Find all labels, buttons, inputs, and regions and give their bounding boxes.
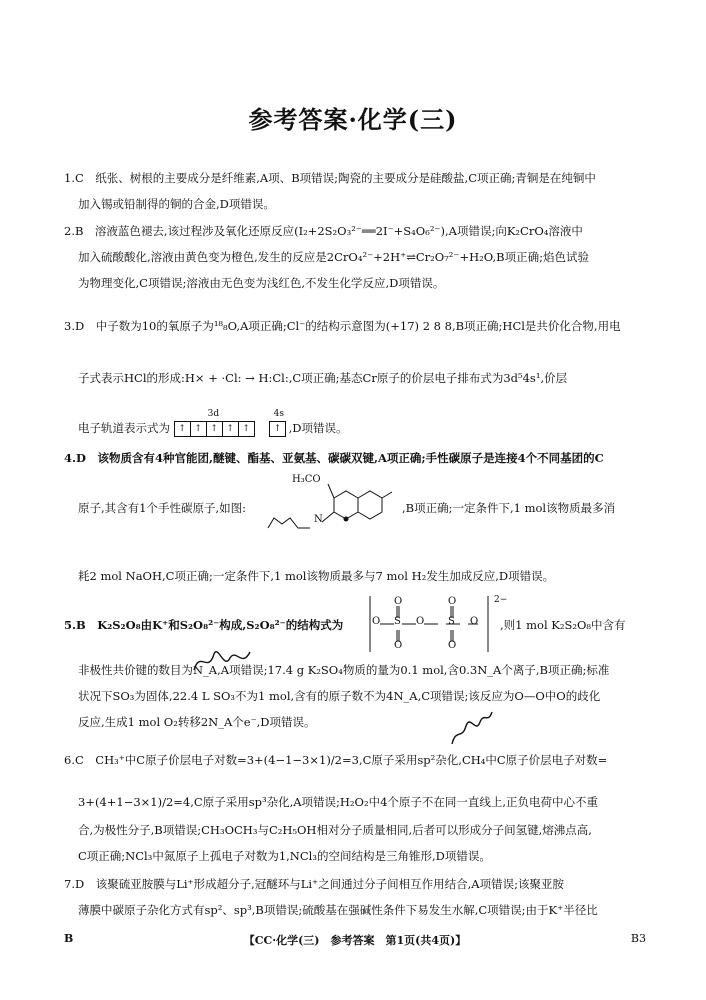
- atom-s: S: [448, 616, 455, 627]
- answer-3-line-1: 3.D 中子数为10的氧原子为¹⁸₈O,A项正确;Cl⁻的结构示意图为(+17) 2 8 8,B项正确;HCl是共价化合物,用电: [64, 319, 621, 333]
- persulfate-structure: [366, 594, 492, 654]
- answer-2-line-3: 为物理变化,C项错误;溶液由无色变为浅红色,不发生化学反应,D项错误。: [78, 276, 445, 290]
- answer-6-line-4: C项正确;NCl₃中氮原子上孤电子对数为1,NCl₃的空间结构是三角锥形,D项错误。: [78, 849, 491, 863]
- answer-4-line-2b: ,B项正确;一定条件下,1 mol该物质最多消: [402, 501, 616, 515]
- handwriting-scribble: [446, 706, 496, 750]
- orbital-box: ↑: [269, 421, 286, 437]
- answer-6-line-3: 合,为极性分子,B项错误;CH₃OCH₃与C₂H₅OH相对分子质量相同,后者可以形成分子间氢键,熔沸点高,: [78, 823, 592, 837]
- handwriting-scribble: [190, 640, 260, 680]
- answer-6-line-1: 6.C CH₃⁺中C原子价层电子对数=3+(4−1−3×1)/2=3,C原子采用sp²杂化,CH₄中C原子价层电子对数=: [64, 753, 608, 767]
- answer-5-line-1b: ,则1 mol K₂S₂O₈中含有: [500, 618, 626, 632]
- answer-5-line-2: 非极性共价键的数目为N_A,A项错误;17.4 g K₂SO₄物质的量为0.1 mol,含0.3N_A个离子,B项正确;标准: [78, 663, 610, 677]
- orbital-diagram: [174, 409, 285, 437]
- answer-4-line-1: 4.D 该物质含有4种官能团,醚键、酯基、亚氨基、碳碳双键,A项正确;手性碳原子是连接4个不同基团的C: [64, 451, 604, 465]
- orbital-box: ↑: [174, 421, 191, 437]
- orbital-box: ↑: [190, 421, 207, 437]
- atom-o: O: [394, 640, 403, 651]
- atom-o: O: [448, 596, 457, 607]
- orbital-box: ↑: [238, 421, 255, 437]
- atom-o: O: [470, 616, 479, 627]
- answer-1-line-2: 加入锡或铅制得的铜的合金,D项错误。: [78, 197, 275, 211]
- atom-o: O: [394, 596, 403, 607]
- nitrogen-label: N: [314, 514, 323, 525]
- answer-4-line-3: 耗2 mol NaOH,C项正确;一定条件下,1 mol该物质最多与7 mol H₂发生加成反应,D项错误。: [78, 569, 555, 583]
- answer-6-line-2: 3+(4+1−3×1)/2=4,C原子采用sp³杂化,A项错误;H₂O₂中4个原子不在同一直线上,正负电荷中心不重: [78, 795, 599, 809]
- orbital-box: ↑: [206, 421, 223, 437]
- persulfate-charge: 2−: [494, 595, 508, 605]
- answer-2-line-2: 加入硫酸酸化,溶液由黄色变为橙色,发生的反应是2CrO₄²⁻+2H⁺⇌Cr₂O₇²⁻+H₂O,B项正确;焰色试验: [78, 250, 589, 264]
- atom-o: O: [372, 616, 381, 627]
- answer-5-line-3: 状况下SO₃为固体,22.4 L SO₃不为1 mol,含有的原子数不为4N_A,C项错误;该反应为O—O中O的歧化: [78, 689, 601, 703]
- answer-2-line-1: 2.B 溶液蓝色褪去,该过程涉及氧化还原反应(I₂+2S₂O₃²⁻══2I⁻+S₄O₆²⁻),A项错误;向K₂CrO₄溶液中: [64, 224, 583, 238]
- atom-o: O: [416, 616, 425, 627]
- footer-left-code: B: [64, 932, 74, 945]
- orbital-box: ↑: [222, 421, 239, 437]
- answer-4-line-2a: 原子,其含有1个手性碳原子,如图:: [78, 501, 247, 515]
- answer-7-line-1: 7.D 该聚硫亚胺膜与Li⁺形成超分子,冠醚环与Li⁺之间通过分子间相互作用结合,A项错误;该聚亚胺: [64, 877, 564, 891]
- answer-5-line-1a: 5.B K₂S₂O₈由K⁺和S₂O₈²⁻构成,S₂O₈²⁻的结构式为: [64, 618, 344, 632]
- orbital-label-4s: 4s: [273, 409, 285, 419]
- answer-3-orbital-tail: ,D项错误。: [288, 421, 348, 435]
- answer-3-line-2: 子式表示HCl的形成:H× + ·Cl: → H:Cl:,C项正确;基态Cr原子的价层电子排布式为3d⁵4s¹,价层: [78, 371, 568, 385]
- answer-5-line-4: 反应,生成1 mol O₂转移2N_A个e⁻,D项错误。: [78, 715, 316, 729]
- orbital-label-3d: 3d: [207, 409, 220, 419]
- atom-o: O: [448, 640, 457, 651]
- atom-s: S: [394, 616, 401, 627]
- chiral-carbon-structure: [262, 472, 400, 548]
- footer-center: 【CC·化学(三) 参考答案 第1页(共4页)】: [243, 934, 467, 947]
- methoxy-label: H₃CO: [292, 474, 321, 485]
- answer-7-line-2: 薄膜中碳原子杂化方式有sp²、sp³,B项错误;硫酸基在强碱性条件下易发生水解,C项错误;由于K⁺半径比: [78, 903, 598, 917]
- page-title: 参考答案·化学(三): [248, 105, 458, 134]
- structure-drawing: [262, 472, 400, 548]
- answer-1-line-1: 1.C 纸张、树根的主要成分是纤维素,A项、B项错误;陶瓷的主要成分是硅酸盐,C项正确;青铜是在纯铜中: [64, 171, 596, 185]
- answer-3-line-3: [78, 409, 646, 437]
- footer-right-code: B3: [630, 932, 646, 945]
- answer-3-orbital-lead: 电子轨道表示式为: [78, 421, 170, 435]
